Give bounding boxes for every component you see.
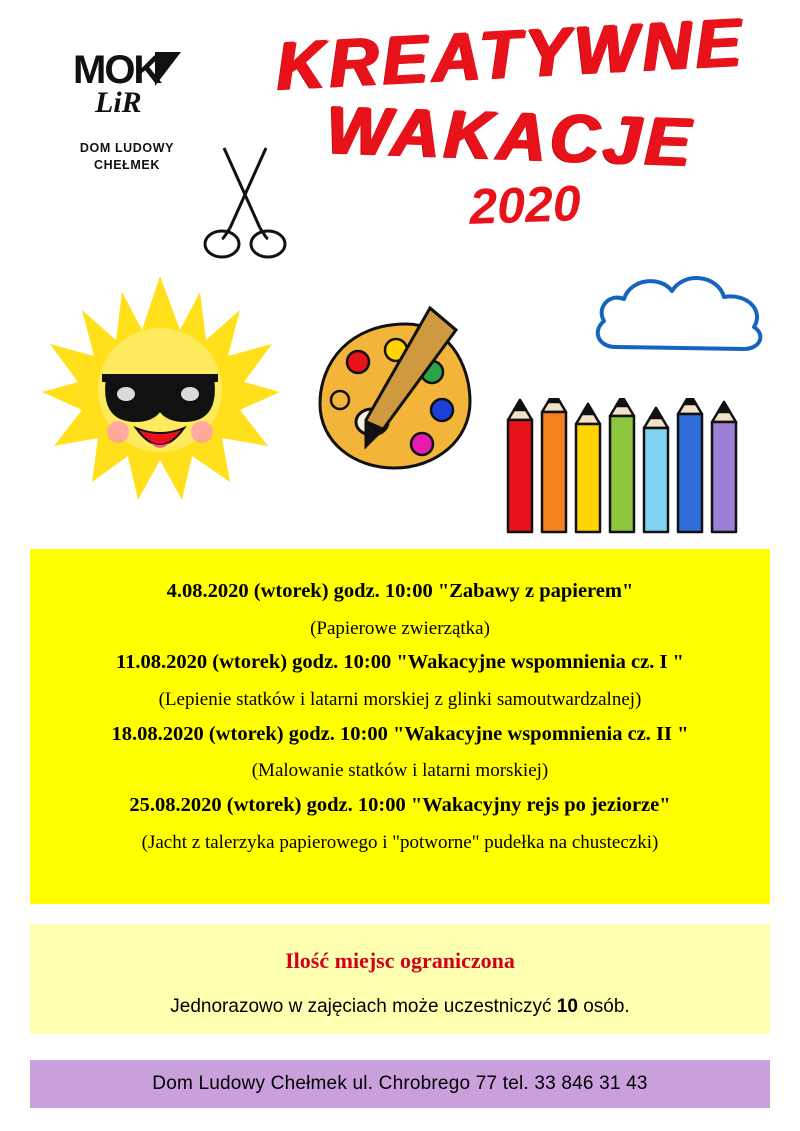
schedule-entry-subtitle: (Papierowe zwierzątka)	[310, 617, 490, 639]
logo-line-2: CHEŁMEK	[93, 158, 160, 172]
schedule-entry-subtitle: (Malowanie statków i latarni morskiej)	[251, 760, 549, 782]
paint-palette-icon	[310, 300, 490, 490]
logo-line-1: DOM LUDOWY	[79, 141, 175, 155]
capacity-text	[30, 996, 770, 1018]
artwork-layer	[0, 0, 800, 545]
schedule-entry-title: 25.08.2020 (wtorek) godz. 10:00 "Wakacyjny rejs po jeziorze"	[129, 794, 671, 817]
schedule-entry-title: 4.08.2020 (wtorek) godz. 10:00 "Zabawy z papierem"	[166, 580, 634, 602]
contact-footer	[30, 1060, 770, 1108]
capacity-count: 10	[556, 996, 578, 1017]
logo-script-text: LiR	[95, 86, 142, 119]
cloud-icon	[588, 265, 773, 365]
schedule-entry-subtitle: (Lepienie statków i latarni morskiej z glinki samoutwardzalnej)	[158, 689, 642, 710]
capacity-box	[30, 924, 770, 1034]
title-year: 2020	[468, 175, 582, 235]
contact-text: Dom Ludowy Chełmek ul. Chrobrego 77 tel. 33 846 31 43	[152, 1073, 648, 1094]
schedule-entry-title: 11.08.2020 (wtorek) godz. 10:00 "Wakacyjne wspomnienia cz. I "	[116, 651, 684, 674]
capacity-text-after: osób.	[577, 996, 630, 1017]
capacity-title: Ilość miejsc ograniczona	[285, 948, 515, 973]
sun-icon	[40, 270, 280, 505]
logo-mok-text: MOK	[73, 48, 161, 92]
title-line-1: KREATYWNE	[273, 3, 747, 105]
schedule-entry-title: 18.08.2020 (wtorek) godz. 10:00 "Wakacyjne wspomnienia cz. II "	[111, 722, 689, 745]
colored-pencils-icon	[498, 398, 748, 538]
capacity-text-before: Jednorazowo w zajęciach może uczestniczyć	[170, 996, 557, 1017]
title-line-2: WAKACJE	[324, 91, 696, 181]
schedule-box	[30, 549, 770, 904]
scissors-icon	[186, 140, 306, 270]
schedule-entry-subtitle: (Jacht z talerzyka papierowego i "potworne" pudełka na chusteczki)	[141, 831, 659, 853]
